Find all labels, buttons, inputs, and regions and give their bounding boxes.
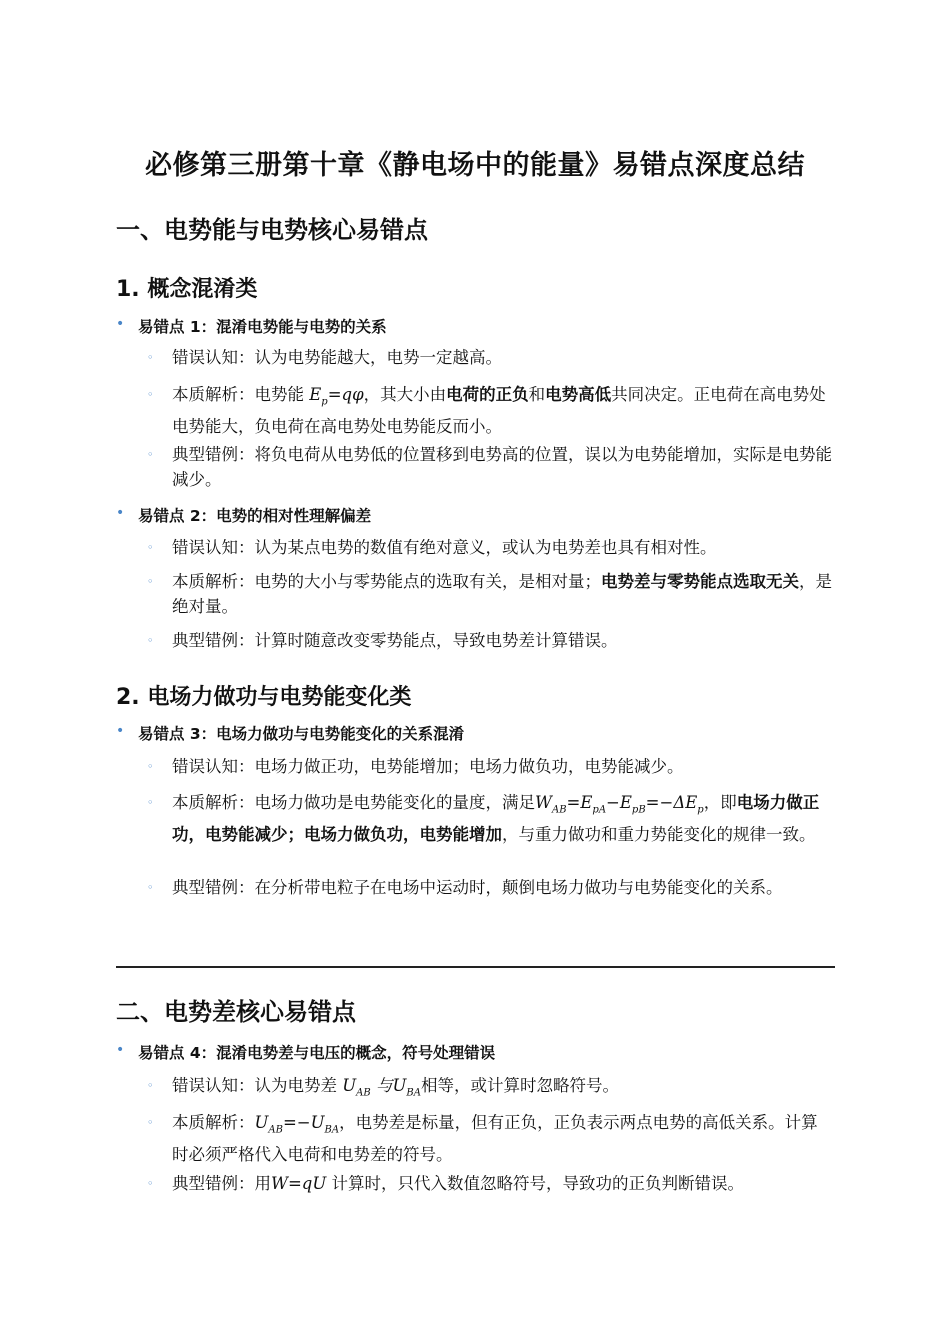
section-divider	[116, 966, 835, 968]
formula-work-energy: $W_{AB}=E_{pA}-E_{pB}=-\Delta E_p$	[535, 793, 704, 816]
point-4-essence: 本质解析：$U_{AB}=-U_{BA}$，电势差是标量，但有正负，正负表示两点电势的高低关系。计算时必须严格代入电荷和电势差的符号。	[172, 1113, 818, 1165]
point-2-example: 典型错例：计算时随意改变零势能点，导致电势差计算错误。	[172, 631, 618, 650]
formula-ep: $E_p=q\varphi$	[309, 385, 364, 408]
point-3-title: 易错点 3：电场力做功与电势能变化的关系混淆	[138, 725, 465, 743]
sub-bullet-icon: ◦	[147, 541, 154, 554]
point-2-essence: 本质解析：电势的大小与零势能点的选取有关，是相对量；电势差与零势能点选取无关，是绝对量。	[172, 572, 832, 616]
section-1-heading: 一、电势能与电势核心易错点	[116, 216, 428, 244]
point-2-title: 易错点 2：电势的相对性理解偏差	[138, 507, 372, 525]
point-1-essence: 本质解析：电势能 $E_p=q\varphi$，其大小由电荷的正负和电势高低共同决定。正电荷在高电势处电势能大，负电荷在高电势处电势能反而小。	[172, 385, 826, 437]
sub-bullet-icon: ◦	[147, 1177, 154, 1190]
sub-bullet-icon: ◦	[147, 1079, 154, 1092]
formula-uab-neg-uba: $U_{AB}=-U_{BA}$	[254, 1113, 340, 1136]
bullet-icon: •	[116, 1042, 125, 1058]
point-3-wrong: 错误认知：电场力做正功，电势能增加；电场力做负功，电势能减少。	[172, 757, 684, 776]
sub-bullet-icon: ◦	[147, 881, 154, 894]
point-2-wrong: 错误认知：认为某点电势的数值有绝对意义，或认为电势差也具有相对性。	[172, 538, 717, 557]
sub-bullet-icon: ◦	[147, 575, 154, 588]
document-title: 必修第三册第十章《静电场中的能量》易错点深度总结	[145, 150, 805, 181]
subsection-1-heading: 1. 概念混淆类	[116, 277, 258, 302]
point-3-example: 典型错例：在分析带电粒子在电场中运动时，颠倒电场力做功与电势能变化的关系。	[172, 878, 783, 897]
sub-bullet-icon: ◦	[147, 388, 154, 401]
bullet-icon: •	[116, 505, 125, 521]
formula-uab-uba: $U_{AB}$ 与$U_{BA}$	[342, 1076, 421, 1099]
sub-bullet-icon: ◦	[147, 760, 154, 773]
sub-bullet-icon: ◦	[147, 1116, 154, 1129]
sub-bullet-icon: ◦	[147, 351, 154, 364]
section-2-heading: 二、电势差核心易错点	[116, 998, 356, 1026]
point-1-wrong: 错误认知：认为电势能越大，电势一定越高。	[172, 348, 502, 367]
sub-bullet-icon: ◦	[147, 796, 154, 809]
sub-bullet-icon: ◦	[147, 448, 154, 461]
point-4-wrong: 错误认知：认为电势差 $U_{AB}$ 与$U_{BA}$相等，或计算时忽略符号。	[172, 1076, 619, 1099]
bullet-icon: •	[116, 316, 125, 332]
point-1-example: 典型错例：将负电荷从电势低的位置移到电势高的位置，误以为电势能增加，实际是电势能减少。	[172, 445, 832, 489]
subsection-2-heading: 2. 电场力做功与电势能变化类	[116, 685, 412, 710]
point-4-example: 典型错例：用W=qU 计算时，只代入数值忽略符号，导致功的正负判断错误。	[172, 1174, 745, 1193]
formula-w-qu: W=qU	[271, 1174, 327, 1193]
point-4-title: 易错点 4：混淆电势差与电压的概念，符号处理错误	[138, 1044, 496, 1062]
point-3-essence: 本质解析：电场力做功是电势能变化的量度，满足$W_{AB}=E_{pA}-E_{pB}=-\Delta E_p$，即电场力做正功，电势能减少；电场力做负功，电势能增加，与重力做功和重力势能变化的规律一致。	[172, 793, 820, 845]
sub-bullet-icon: ◦	[147, 634, 154, 647]
bullet-icon: •	[116, 723, 125, 739]
point-1-title: 易错点 1：混淆电势能与电势的关系	[138, 318, 387, 336]
